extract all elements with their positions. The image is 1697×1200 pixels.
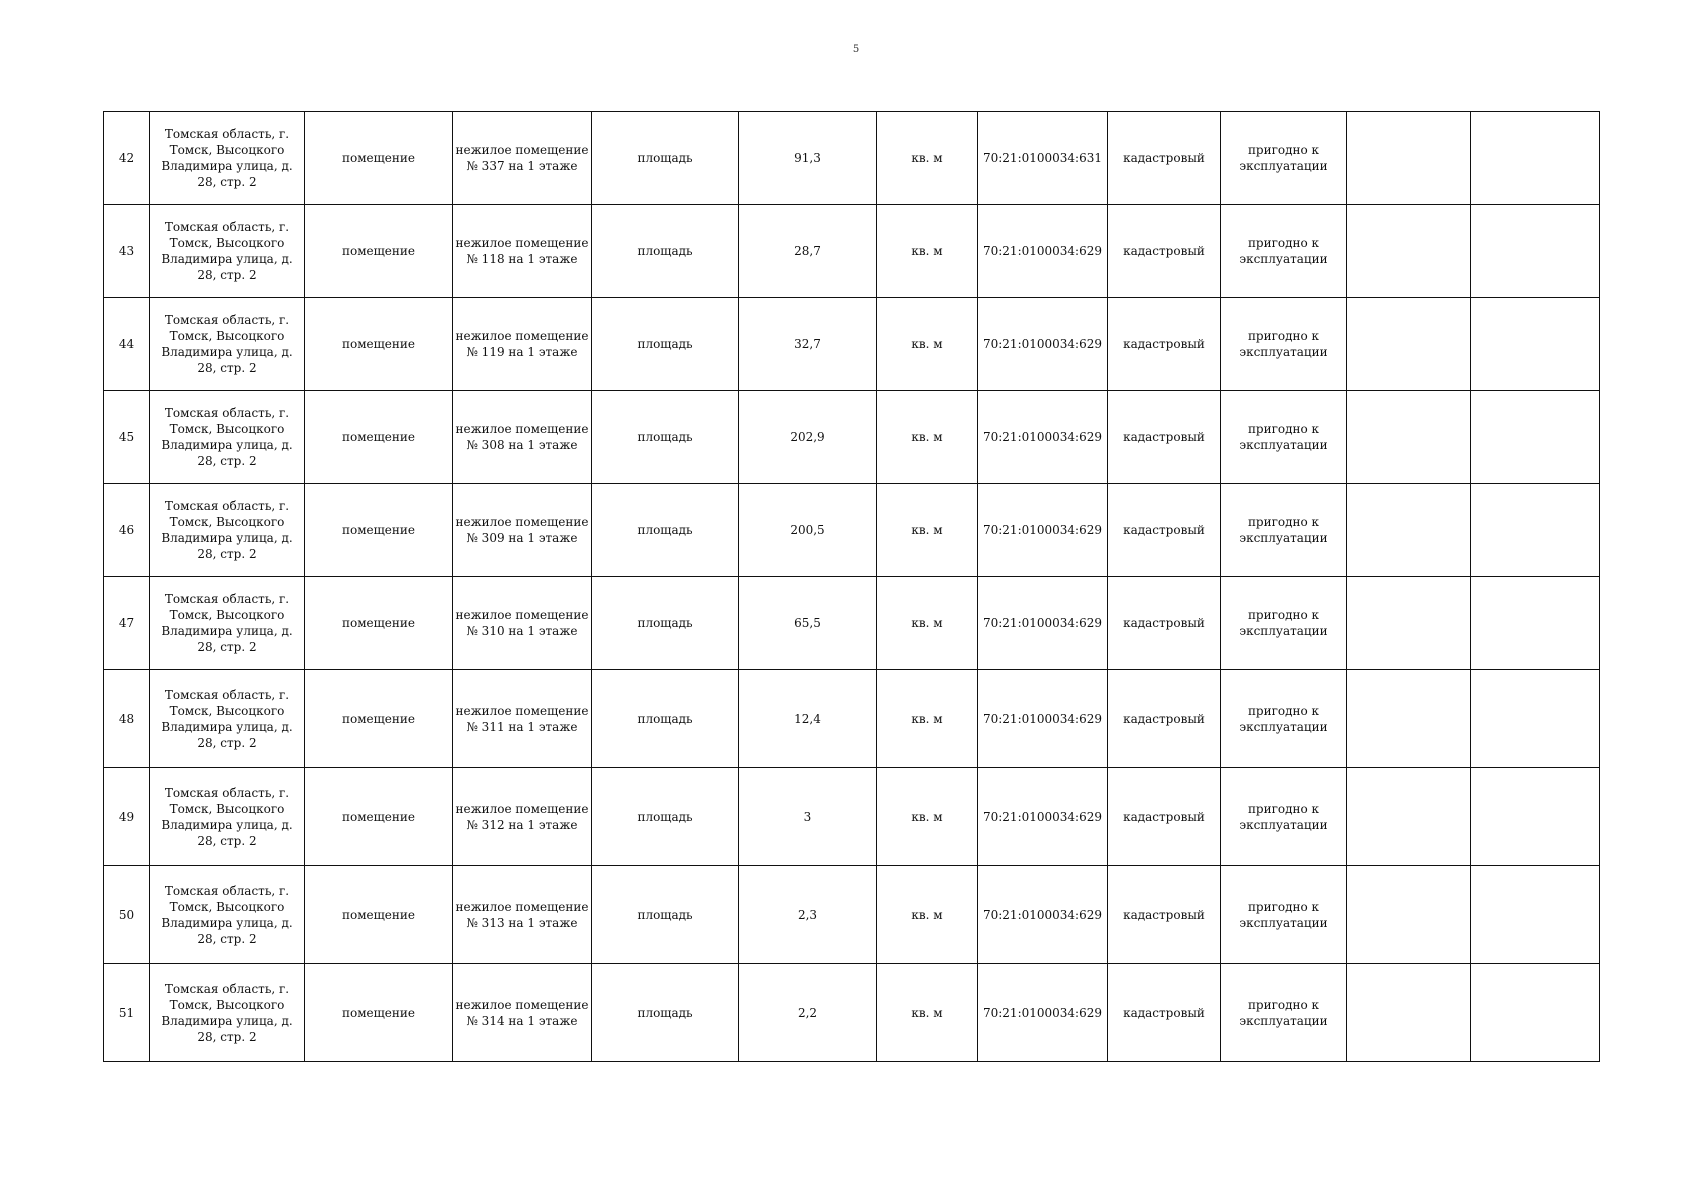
unit-cell: кв. м (877, 866, 978, 964)
table-row (104, 112, 1600, 205)
condition-cell: пригодно к эксплуатации (1221, 866, 1347, 964)
row-number-cell: 49 (104, 768, 150, 866)
object-type-cell: помещение (305, 484, 453, 577)
parameter-cell: площадь (592, 964, 739, 1062)
empty-cell-2 (1471, 484, 1600, 577)
object-description-cell: нежилое помещение № 311 на 1 этаже (453, 670, 592, 768)
parameter-cell: площадь (592, 670, 739, 768)
parameter-cell: площадь (592, 577, 739, 670)
object-description-cell: нежилое помещение № 313 на 1 этаже (453, 866, 592, 964)
empty-cell-2 (1471, 391, 1600, 484)
unit-cell: кв. м (877, 298, 978, 391)
empty-cell-1 (1347, 964, 1471, 1062)
condition-cell: пригодно к эксплуатации (1221, 768, 1347, 866)
cadastral-number-cell: 70:21:0100034:629 (978, 768, 1108, 866)
row-number-cell: 50 (104, 866, 150, 964)
value-cell: 202,9 (739, 391, 877, 484)
unit-cell: кв. м (877, 577, 978, 670)
empty-cell-2 (1471, 670, 1600, 768)
object-type-cell: помещение (305, 866, 453, 964)
object-type-cell: помещение (305, 577, 453, 670)
condition-cell: пригодно к эксплуатации (1221, 484, 1347, 577)
object-type-cell: помещение (305, 298, 453, 391)
value-cell: 91,3 (739, 112, 877, 205)
value-cell: 200,5 (739, 484, 877, 577)
condition-cell: пригодно к эксплуатации (1221, 298, 1347, 391)
cadastral-number-cell: 70:21:0100034:629 (978, 670, 1108, 768)
object-type-cell: помещение (305, 391, 453, 484)
empty-cell-2 (1471, 768, 1600, 866)
table-row (104, 484, 1600, 577)
unit-cell: кв. м (877, 964, 978, 1062)
row-number-cell: 48 (104, 670, 150, 768)
object-description-cell: нежилое помещение № 309 на 1 этаже (453, 484, 592, 577)
address-cell: Томская область, г. Томск, Высоцкого Владимира улица, д. 28, стр. 2 (150, 964, 305, 1062)
parameter-cell: площадь (592, 484, 739, 577)
unit-cell: кв. м (877, 205, 978, 298)
value-cell: 12,4 (739, 670, 877, 768)
address-cell: Томская область, г. Томск, Высоцкого Владимира улица, д. 28, стр. 2 (150, 484, 305, 577)
value-cell: 65,5 (739, 577, 877, 670)
object-description-cell: нежилое помещение № 310 на 1 этаже (453, 577, 592, 670)
unit-cell: кв. м (877, 670, 978, 768)
unit-cell: кв. м (877, 768, 978, 866)
address-cell: Томская область, г. Томск, Высоцкого Владимира улица, д. 28, стр. 2 (150, 391, 305, 484)
parameter-cell: площадь (592, 768, 739, 866)
cadastral-number-cell: 70:21:0100034:629 (978, 577, 1108, 670)
empty-cell-2 (1471, 866, 1600, 964)
table-row (104, 866, 1600, 964)
value-cell: 2,2 (739, 964, 877, 1062)
object-type-cell: помещение (305, 768, 453, 866)
empty-cell-2 (1471, 964, 1600, 1062)
property-registry-table (103, 111, 1600, 1062)
value-cell: 2,3 (739, 866, 877, 964)
row-number-cell: 45 (104, 391, 150, 484)
empty-cell-1 (1347, 768, 1471, 866)
number-type-cell: кадастровый (1108, 670, 1221, 768)
number-type-cell: кадастровый (1108, 866, 1221, 964)
row-number-cell: 47 (104, 577, 150, 670)
object-description-cell: нежилое помещение № 308 на 1 этаже (453, 391, 592, 484)
table-row (104, 670, 1600, 768)
number-type-cell: кадастровый (1108, 484, 1221, 577)
condition-cell: пригодно к эксплуатации (1221, 577, 1347, 670)
row-number-cell: 46 (104, 484, 150, 577)
row-number-cell: 51 (104, 964, 150, 1062)
parameter-cell: площадь (592, 391, 739, 484)
object-type-cell: помещение (305, 112, 453, 205)
cadastral-number-cell: 70:21:0100034:629 (978, 484, 1108, 577)
parameter-cell: площадь (592, 205, 739, 298)
unit-cell: кв. м (877, 484, 978, 577)
row-number-cell: 43 (104, 205, 150, 298)
value-cell: 3 (739, 768, 877, 866)
condition-cell: пригодно к эксплуатации (1221, 205, 1347, 298)
table-row (104, 768, 1600, 866)
row-number-cell: 42 (104, 112, 150, 205)
parameter-cell: площадь (592, 866, 739, 964)
number-type-cell: кадастровый (1108, 391, 1221, 484)
table-row (104, 577, 1600, 670)
unit-cell: кв. м (877, 391, 978, 484)
cadastral-number-cell: 70:21:0100034:631 (978, 112, 1108, 205)
number-type-cell: кадастровый (1108, 205, 1221, 298)
value-cell: 28,7 (739, 205, 877, 298)
value-cell: 32,7 (739, 298, 877, 391)
condition-cell: пригодно к эксплуатации (1221, 964, 1347, 1062)
object-type-cell: помещение (305, 670, 453, 768)
empty-cell-2 (1471, 205, 1600, 298)
empty-cell-1 (1347, 866, 1471, 964)
cadastral-number-cell: 70:21:0100034:629 (978, 391, 1108, 484)
number-type-cell: кадастровый (1108, 298, 1221, 391)
empty-cell-1 (1347, 577, 1471, 670)
table-row (104, 391, 1600, 484)
cadastral-number-cell: 70:21:0100034:629 (978, 205, 1108, 298)
table-row (104, 298, 1600, 391)
parameter-cell: площадь (592, 112, 739, 205)
unit-cell: кв. м (877, 112, 978, 205)
object-description-cell: нежилое помещение № 314 на 1 этаже (453, 964, 592, 1062)
number-type-cell: кадастровый (1108, 112, 1221, 205)
object-type-cell: помещение (305, 964, 453, 1062)
condition-cell: пригодно к эксплуатации (1221, 391, 1347, 484)
page-number: 5 (852, 44, 860, 55)
table-body (104, 112, 1600, 1062)
object-type-cell: помещение (305, 205, 453, 298)
cadastral-number-cell: 70:21:0100034:629 (978, 964, 1108, 1062)
table-row (104, 205, 1600, 298)
object-description-cell: нежилое помещение № 119 на 1 этаже (453, 298, 592, 391)
empty-cell-2 (1471, 298, 1600, 391)
address-cell: Томская область, г. Томск, Высоцкого Владимира улица, д. 28, стр. 2 (150, 866, 305, 964)
address-cell: Томская область, г. Томск, Высоцкого Владимира улица, д. 28, стр. 2 (150, 112, 305, 205)
object-description-cell: нежилое помещение № 312 на 1 этаже (453, 768, 592, 866)
empty-cell-1 (1347, 298, 1471, 391)
empty-cell-2 (1471, 112, 1600, 205)
condition-cell: пригодно к эксплуатации (1221, 670, 1347, 768)
number-type-cell: кадастровый (1108, 768, 1221, 866)
number-type-cell: кадастровый (1108, 577, 1221, 670)
parameter-cell: площадь (592, 298, 739, 391)
empty-cell-1 (1347, 670, 1471, 768)
row-number-cell: 44 (104, 298, 150, 391)
object-description-cell: нежилое помещение № 118 на 1 этаже (453, 205, 592, 298)
address-cell: Томская область, г. Томск, Высоцкого Владимира улица, д. 28, стр. 2 (150, 205, 305, 298)
object-description-cell: нежилое помещение № 337 на 1 этаже (453, 112, 592, 205)
condition-cell: пригодно к эксплуатации (1221, 112, 1347, 205)
cadastral-number-cell: 70:21:0100034:629 (978, 866, 1108, 964)
address-cell: Томская область, г. Томск, Высоцкого Владимира улица, д. 28, стр. 2 (150, 298, 305, 391)
number-type-cell: кадастровый (1108, 964, 1221, 1062)
empty-cell-2 (1471, 577, 1600, 670)
empty-cell-1 (1347, 112, 1471, 205)
table-row (104, 964, 1600, 1062)
address-cell: Томская область, г. Томск, Высоцкого Владимира улица, д. 28, стр. 2 (150, 577, 305, 670)
empty-cell-1 (1347, 205, 1471, 298)
address-cell: Томская область, г. Томск, Высоцкого Владимира улица, д. 28, стр. 2 (150, 670, 305, 768)
empty-cell-1 (1347, 391, 1471, 484)
empty-cell-1 (1347, 484, 1471, 577)
cadastral-number-cell: 70:21:0100034:629 (978, 298, 1108, 391)
address-cell: Томская область, г. Томск, Высоцкого Владимира улица, д. 28, стр. 2 (150, 768, 305, 866)
